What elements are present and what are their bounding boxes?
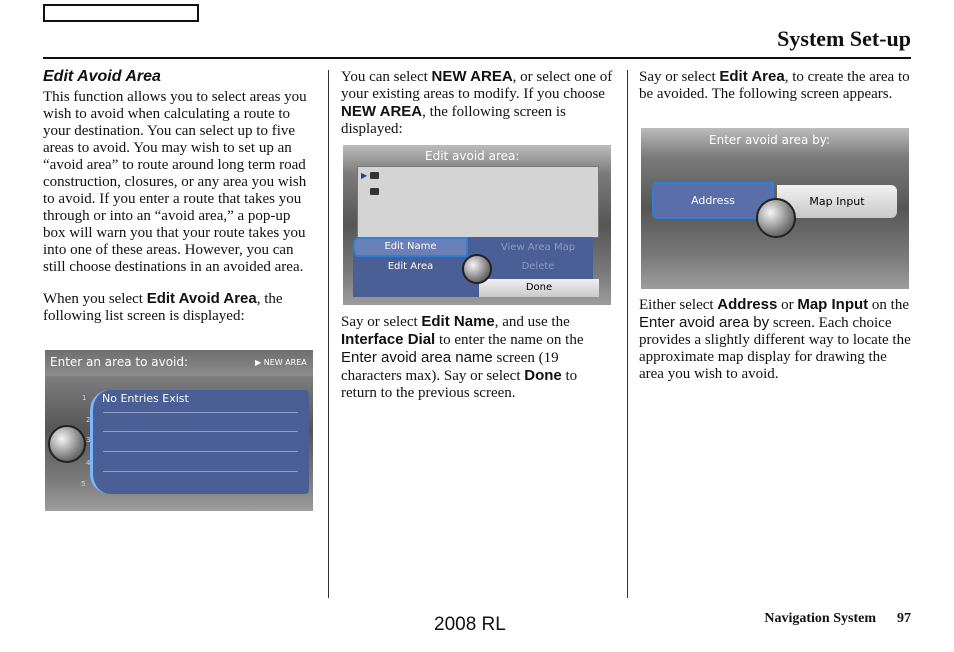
view-area-map-button[interactable]: View Area Map <box>500 242 576 253</box>
screen-title: Edit avoid area: <box>425 149 520 163</box>
middle-column <box>341 68 613 149</box>
screen-title: Enter avoid area by: <box>709 133 831 147</box>
model-year: 2008 RL <box>434 614 506 635</box>
area-icon <box>370 188 379 195</box>
screen-title: Enter an area to avoid: <box>50 355 189 369</box>
area-preview-panel <box>357 166 599 238</box>
play-icon: ▶ <box>255 358 262 367</box>
left-column <box>43 68 315 336</box>
right-column-lower <box>639 296 911 394</box>
play-icon: ▶ <box>361 171 368 180</box>
row-number: 5 <box>81 480 86 488</box>
row-number: 1 <box>82 394 87 402</box>
address-map-paragraph: Either select Address or Map Input on the Enter avoid area by screen. Each choice provides a slightly different way to locate the approximate map display for drawing the area you wish to avoid. <box>639 296 911 382</box>
delete-button[interactable]: Delete <box>521 261 555 272</box>
edit-name-paragraph: Say or select Edit Name, and use the Interface Dial to enter the name on the Enter avoid area name screen (19 characters max). Say or select Done to return to the previous screen. <box>341 313 584 401</box>
row-number: 3 <box>86 436 91 444</box>
avoid-area-list-screen <box>45 350 313 511</box>
row-number: 4 <box>86 459 91 467</box>
edit-avoid-area-screen <box>343 145 611 305</box>
header-rule <box>43 57 911 59</box>
new-area-button[interactable]: ▶ NEW AREA <box>255 358 307 367</box>
interface-dial-icon <box>462 254 492 284</box>
interface-dial-icon <box>756 198 796 238</box>
list-screen-paragraph: When you select Edit Avoid Area, the following list screen is displayed: <box>43 290 283 324</box>
page-title: System Set-up <box>777 26 911 51</box>
address-button[interactable]: Address <box>652 182 774 219</box>
nav-system-label: Navigation System <box>764 611 876 626</box>
interface-dial-icon <box>48 425 86 463</box>
row-number: 2 <box>86 416 91 424</box>
edit-name-button[interactable]: Edit Name <box>353 237 468 257</box>
column-divider <box>328 70 329 598</box>
edit-area-paragraph: Say or select Edit Area, to create the area to be avoided. The following screen appears. <box>639 68 910 102</box>
column-divider <box>627 70 628 598</box>
intro-paragraph: This function allows you to select areas you wish to avoid when calculating a route to your destination. You can select up to five areas to avoid. You may wish to set up an “avoid area” to route around long term road construction, closures, or any area you wish to avoid. If you enter a route that takes you through or into an “avoid area,” a pop-up box will warn you that your route takes you into one of these areas. However, you can still choose destinations in an avoided area. <box>43 89 307 275</box>
middle-column-lower <box>341 313 613 413</box>
page-footer <box>764 611 911 627</box>
page-number: 97 <box>897 611 911 626</box>
right-column <box>639 68 911 114</box>
section-title: Edit Avoid Area <box>43 68 161 85</box>
entry-list-panel <box>90 390 309 494</box>
enter-avoid-area-by-screen <box>641 128 909 289</box>
list-entry[interactable]: No Entries Exist <box>102 392 189 405</box>
name-icon <box>370 172 379 179</box>
map-input-button[interactable]: Map Input <box>777 185 897 218</box>
done-button[interactable]: Done <box>479 279 599 297</box>
new-area-paragraph: You can select NEW AREA, or select one of your existing areas to modify. If you choose NEW AREA, the following screen is displayed: <box>341 68 613 137</box>
header-box <box>43 4 199 22</box>
edit-area-button[interactable]: Edit Area <box>387 261 434 272</box>
